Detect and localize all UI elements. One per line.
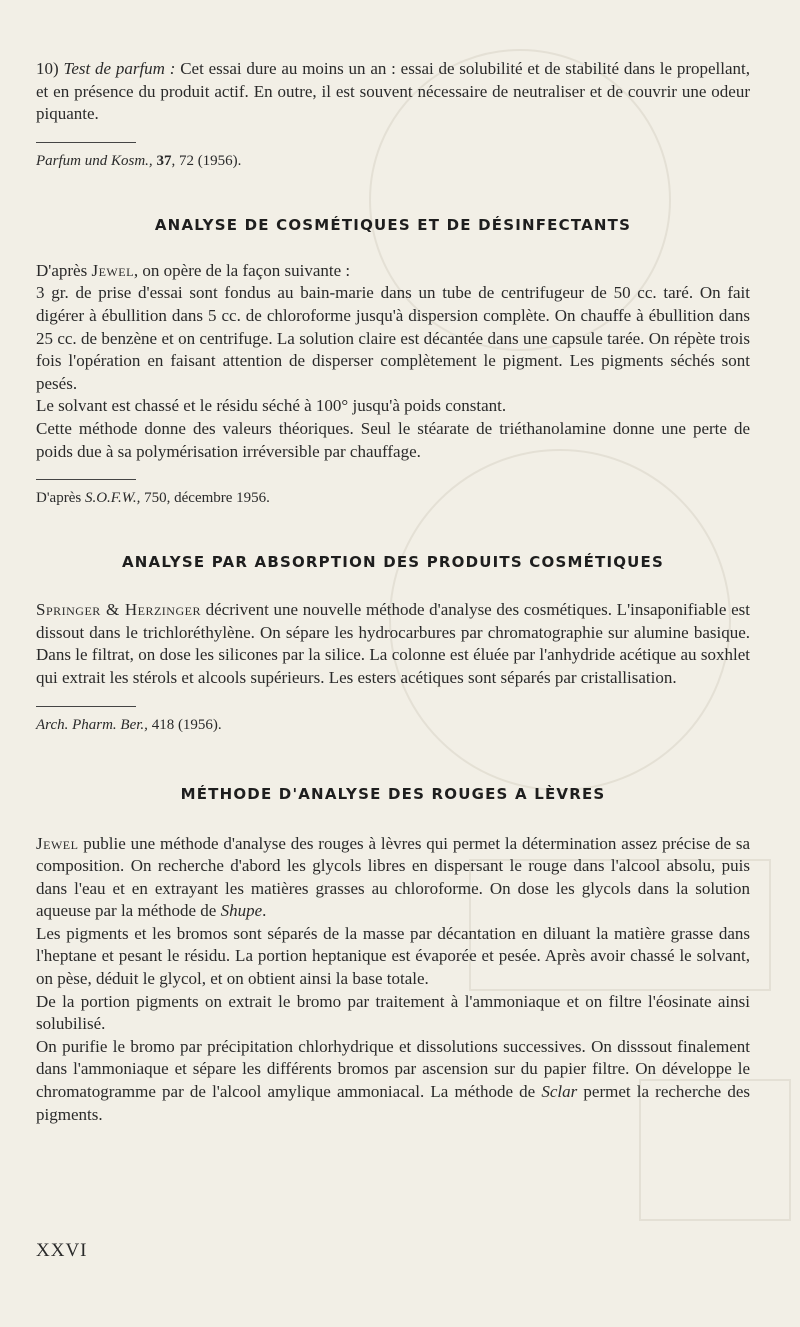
method-author-name: Sclar (541, 1082, 578, 1102)
item-title: Test de parfum : (63, 59, 176, 78)
section3-paragraph-4 (36, 1036, 750, 1126)
section1-paragraph-2: Le solvant est chassé et le résidu séché à 100° jusqu'à poids constant. (36, 396, 507, 416)
reference-journal: Arch. Pharm. Ber., (36, 716, 148, 733)
section3-paragraph-1 (36, 833, 750, 923)
section2-text: décrivent une nouvelle méthode d'analyse des cosmétiques. L'insaponifiable est dissout dans le trichloréthylène. On sépare les hydrocarbures par chromatographie sur alumine basique. Dans le filtrat, on dose les silicones par la silice. La colonne est éluée par l'anhydride acétique au soxhlet qui extrait les stérols et alcools supérieurs. Les esters acétiques sont séparés par cristallisation. (36, 600, 750, 687)
reference-prefix: D'après (36, 490, 82, 507)
section3-text-4b: permet la recherche des pigments. (36, 1082, 751, 1124)
intro-suffix: , on opère de la façon suivante : (133, 260, 351, 280)
reference-divider (36, 706, 136, 707)
reference-divider (36, 479, 136, 480)
page-number: XXVI (36, 1240, 88, 1261)
method-author-name: Shupe (220, 901, 263, 921)
author-name: Jewel (91, 260, 134, 280)
section3-paragraph-2: Les pigments et les bromos sont séparés de la masse par décantation en diluant la matière grasse dans l'heptane et pesant le résidu. La portion heptanique est évaporée et pesée. Après avoir chassé le solvant, on pèse, déduit le glycol, et on obtient ainsi la base totale. (36, 923, 750, 989)
test-parfum-paragraph (36, 58, 750, 126)
reference-line (36, 715, 750, 735)
section3-text-4a: On purifie le bromo par précipitation chlorhydrique et dissolutions successives. On disssout finalement dans l'ammoniaque et sépare les différents bromos par ascension sur du papier filtre. On développe le chromatogramme par de l'alcool amylique ammoniacal. La méthode de (36, 1036, 750, 1102)
section1-paragraph-3: Cette méthode donne des valeurs théoriques. Seul le stéarate de triéthanolamine donne une perte de poids due à sa polymérisation irréversible par chauffage. (36, 418, 750, 461)
intro-prefix: D'après (36, 260, 88, 280)
reference-journal: Parfum und Kosm., (36, 152, 153, 169)
item-text: Cet essai dure au moins un an : essai de solubilité et de stabilité dans le propellant, et en présence du produit actif. En outre, il est souvent nécessaire de neutraliser et de couvrir une odeur piquante. (36, 59, 751, 124)
item-number: 10) (36, 59, 59, 78)
reference-volume: 37 (156, 152, 172, 169)
section-heading-absorption: ANALYSE PAR ABSORPTION DES PRODUITS COSMÉTIQUES (121, 553, 665, 572)
section1-paragraph-1: 3 gr. de prise d'essai sont fondus au bain-marie dans un tube de centrifugeur de 50 cc. taré. On fait digérer à ébullition dans 5 cc. de chloroforme jusqu'à dispersion complète. On chauffe à ébullition dans 25 cc. de benzène et on centrifuge. La solution claire est décantée dans une capsule tarée. On répète trois fois l'opération en faisant attention de disperser complètement le pigment. Les pigments séchés sont pesés. (36, 283, 750, 393)
section-heading-rouges: MÉTHODE D'ANALYSE DES ROUGES A LÈVRES (180, 784, 606, 803)
section3-text-1a: publie une méthode d'analyse des rouges à lèvres qui permet la détermination assez précise de sa composition. On recherche d'abord les glycols libres en dispersant le rouge dans l'alcool absolu, puis dans l'eau et en extrayant les matières grasses au chloroforme. On dose les glycols dans la solution aqueuse par la méthode de (36, 833, 751, 921)
reference-details: 418 (1956). (151, 716, 222, 733)
section2-paragraph (36, 599, 750, 689)
section1-intro (36, 260, 750, 283)
author-name: Jewel (36, 833, 79, 853)
reference-details: 750, décembre 1956. (144, 490, 270, 507)
page-content (36, 58, 750, 1126)
section-heading-cosmetiques: ANALYSE DE COSMÉTIQUES ET DE DÉSINFECTANTS (154, 215, 632, 234)
reference-line (36, 488, 750, 508)
reference-line (36, 151, 750, 171)
section3-text-1b: . (262, 901, 267, 921)
author-names: Springer & Herzinger (36, 600, 201, 620)
reference-journal: S.O.F.W., (84, 490, 141, 507)
section3-paragraph-3: De la portion pigments on extrait le bromo par traitement à l'ammoniaque et on filtre l'éosinate ainsi solubilisé. (36, 991, 750, 1034)
reference-divider (36, 142, 136, 143)
reference-details: , 72 (1956). (171, 152, 242, 169)
